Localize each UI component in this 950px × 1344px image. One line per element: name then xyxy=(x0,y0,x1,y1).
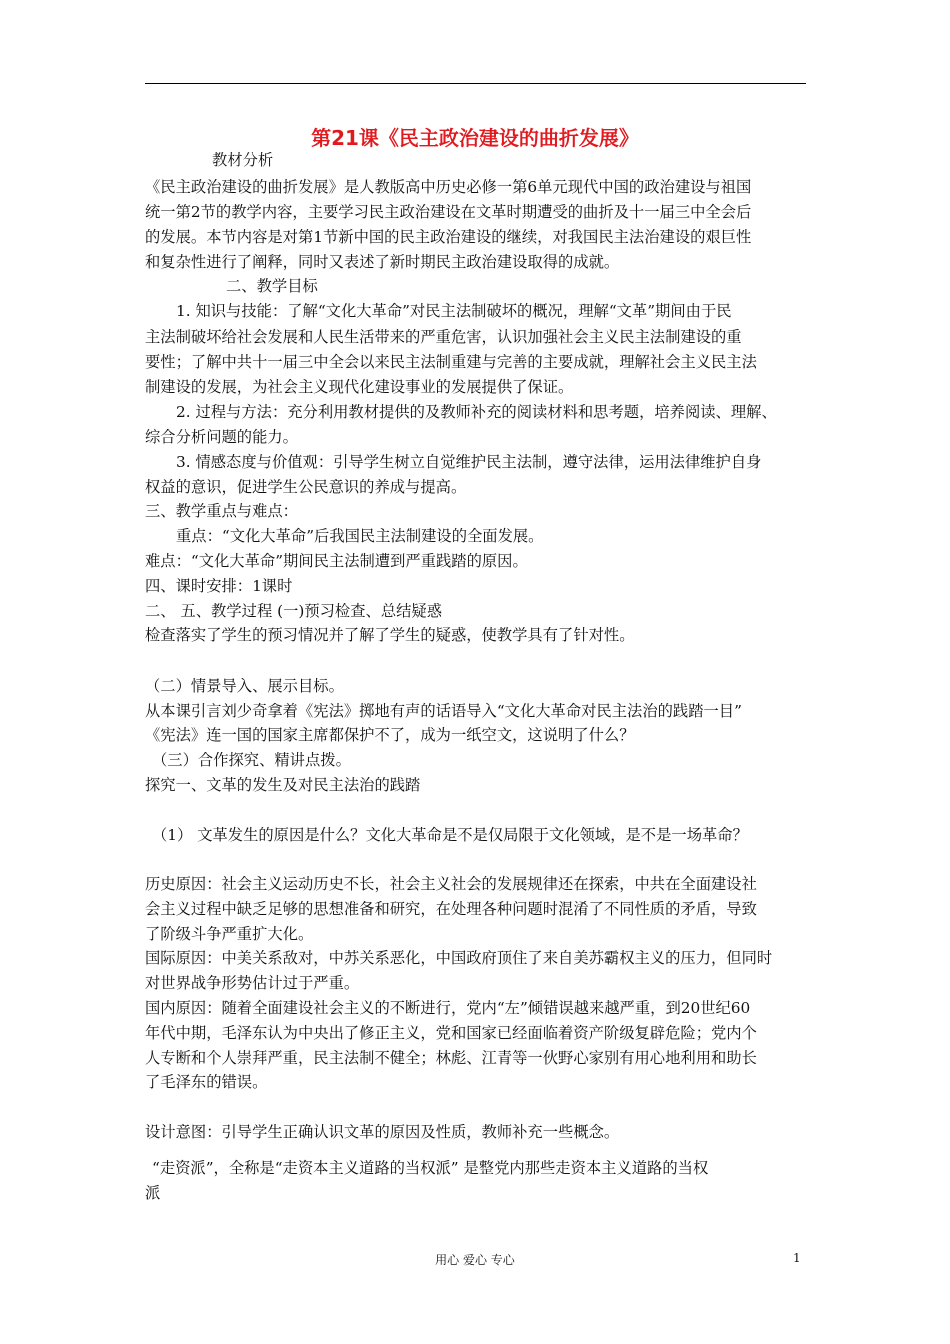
paragraph-line: 了阶级斗争严重扩大化。 xyxy=(145,925,314,943)
paragraph-line: 和复杂性进行了阐释，同时又表述了新时期民主政治建设取得的成就。 xyxy=(145,253,620,271)
paragraph-line: 历史原因：社会主义运动历史不长，社会主义社会的发展规律还在探索，中共在全面建设社 xyxy=(145,875,757,893)
paragraph-line: 2. 过程与方法：充分利用教材提供的及教师补充的阅读材料和思考题，培养阅读、理解、 xyxy=(176,403,777,421)
paragraph-line: 派 xyxy=(145,1184,161,1202)
paragraph-line: 从本课引言刘少奇拿着《宪法》掷地有声的话语导入“文化大革命对民主法治的践踏一目” xyxy=(145,702,742,720)
section-heading: 二、 五、教学过程 (一)预习检查、总结疑惑 xyxy=(145,602,443,620)
section-heading: 二、教学目标 xyxy=(226,277,318,295)
paragraph-line: 的发展。本节内容是对第1节新中国的民主政治建设的继续，对我国民主法治建设的艰巨性 xyxy=(145,228,752,246)
paragraph-line: 统一第2节的教学内容，主要学习民主政治建设在文革时期遭受的曲折及十一届三中全会后 xyxy=(145,203,752,221)
question-line: （1） 文革发生的原因是什么？文化大革命是不是仅局限于文化领域，是不是一场革命？ xyxy=(152,826,748,844)
paragraph-line: 重点：“文化大革命”后我国民主法制建设的全面发展。 xyxy=(176,527,544,545)
section-heading: （二）情景导入、展示目标。 xyxy=(145,677,344,695)
paragraph-line: “走资派”，全称是“走资本主义道路的当权派” 是整党内那些走资本主义道路的当权 xyxy=(152,1159,709,1177)
paragraph-line: 1. 知识与技能：了解“文化大革命”对民主法制破坏的概况，理解“文革”期间由于民 xyxy=(176,302,732,320)
paragraph-line: 《民主政治建设的曲折发展》是人教版高中历史必修一第6单元现代中国的政治建设与祖国 xyxy=(145,178,752,196)
paragraph-line: 制建设的发展，为社会主义现代化建设事业的发展提供了保证。 xyxy=(145,378,574,396)
paragraph-line: 主法制破坏给社会发展和人民生活带来的严重危害，认识加强社会主义民主法制建设的重 xyxy=(145,328,742,346)
page-footer: 用心 爱心 专心 xyxy=(435,1253,515,1267)
section-heading: 三、教学重点与难点： xyxy=(145,502,298,520)
paragraph-line: 综合分析问题的能力。 xyxy=(145,428,298,446)
paragraph-line: 检查落实了学生的预习情况并了解了学生的疑惑，使教学具有了针对性。 xyxy=(145,626,635,644)
section-heading: （三）合作探究、精讲点拨。 xyxy=(152,751,351,769)
lesson-title: 第21课《民主政治建设的曲折发展》 xyxy=(311,126,639,150)
paragraph-line: 《宪法》连一国的国家主席都保护不了，成为一纸空文，这说明了什么？ xyxy=(145,726,635,744)
paragraph-line: 了毛泽东的错误。 xyxy=(145,1073,268,1091)
paragraph-line: 国内原因：随着全面建设社会主义的不断进行，党内“左”倾错误越来越严重，到20世纪60 xyxy=(145,999,751,1017)
paragraph-line: 年代中期，毛泽东认为中央出了修正主义，党和国家已经面临着资产阶级复辟危险；党内个 xyxy=(145,1024,757,1042)
paragraph-line: 国际原因：中美关系敌对，中苏关系恶化，中国政府顶住了来自美苏霸权主义的压力，但同时 xyxy=(145,949,773,967)
paragraph-line: 会主义过程中缺乏足够的思想准备和研究，在处理各种问题时混淆了不同性质的矛盾，导致 xyxy=(145,900,757,918)
section-heading: 探究一、文革的发生及对民主法治的践踏 xyxy=(145,776,421,794)
paragraph-line: 要性；了解中共十一届三中全会以来民主法制重建与完善的主要成就，理解社会主义民主法 xyxy=(145,353,757,371)
paragraph-line: 教材分析 xyxy=(212,151,274,169)
paragraph-line: 难点：“文化大革命”期间民主法制遭到严重践踏的原因。 xyxy=(145,552,528,570)
paragraph-line: 人专断和个人崇拜严重，民主法制不健全；林彪、江青等一伙野心家别有用心地利用和助长 xyxy=(145,1049,757,1067)
section-heading: 四、课时安排：1课时 xyxy=(145,577,293,595)
paragraph-line: 设计意图：引导学生正确认识文革的原因及性质，教师补充一些概念。 xyxy=(145,1123,620,1141)
paragraph-line: 对世界战争形势估计过于严重。 xyxy=(145,974,360,992)
page-number: 1 xyxy=(793,1251,801,1265)
paragraph-line: 3. 情感态度与价值观：引导学生树立自觉维护民主法制，遵守法律，运用法律维护自身 xyxy=(176,453,762,471)
header-rule xyxy=(145,83,806,84)
paragraph-line: 权益的意识，促进学生公民意识的养成与提高。 xyxy=(145,478,467,496)
